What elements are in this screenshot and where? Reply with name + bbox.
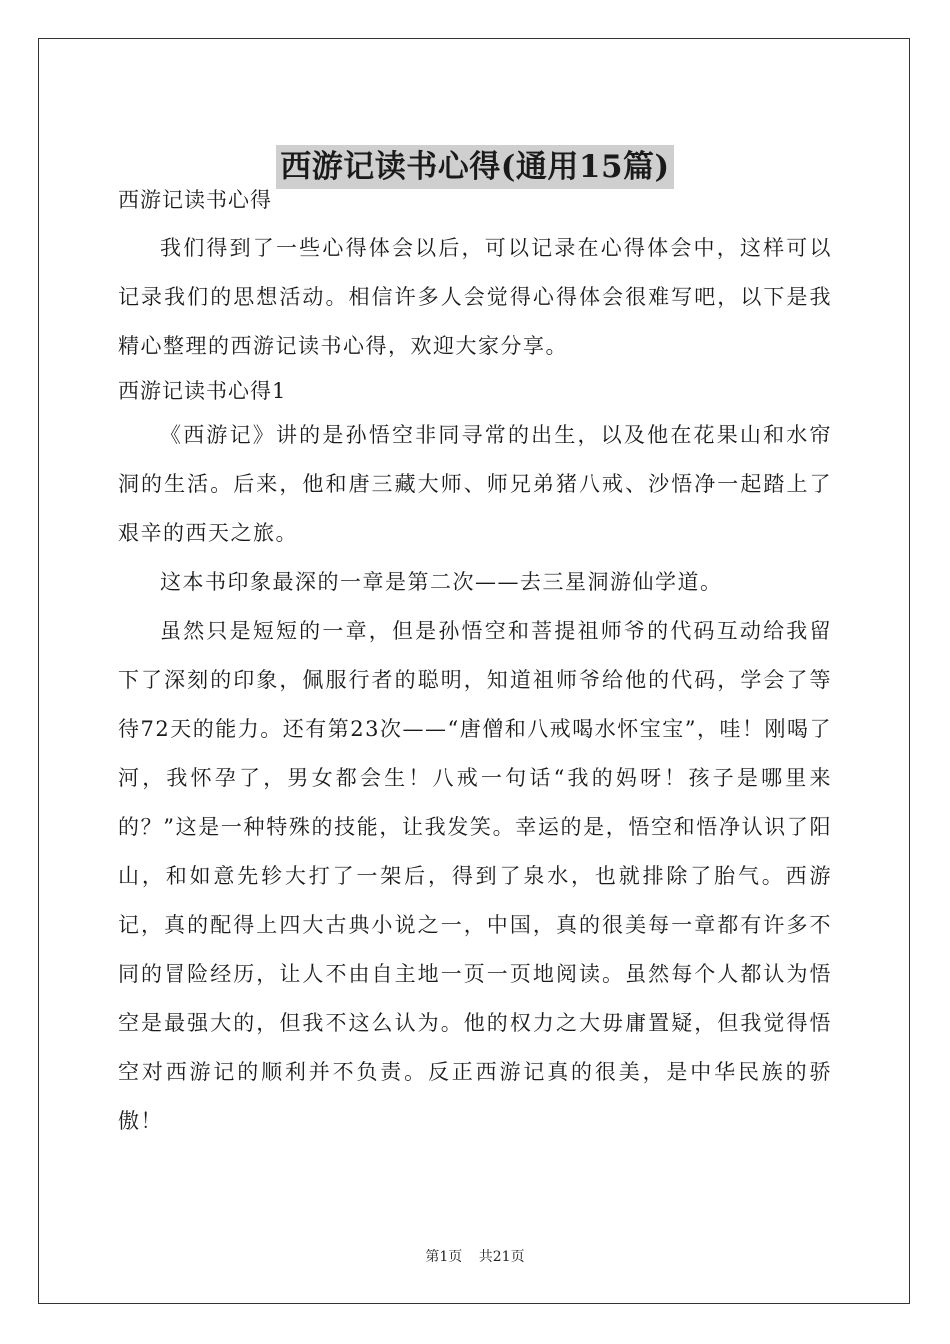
intro-heading: 西游记读书心得 [118,188,272,212]
page-number: 第1页 [425,1249,463,1265]
document-body [118,180,832,1146]
page-total: 共21页 [478,1249,525,1265]
body-paragraph-3: 虽然只是短短的一章，但是孙悟空和菩提祖师爷的代码互动给我留下了深刻的印象，佩服行者的聪明，知道祖师爷给他的代码，学会了等待72天的能力。还有第23次——“唐僧和八戒喝水怀宝宝”，哇！刚喝了河，我怀孕了，男女都会生！八戒一句话“我的妈呀！孩子是哪里来的？”这是一种特殊的技能，让我发笑。幸运的是，悟空和悟净认识了阳山，和如意先轸大打了一架后，得到了泉水，也就排除了胎气。西游记，真的配得上四大古典小说之一，中国，真的很美每一章都有许多不同的冒险经历，让人不由自主地一页一页地阅读。虽然每个人都认为悟空是最强大的，但我不这么认为。他的权力之大毋庸置疑，但我觉得悟空对西游记的顺利并不负责。反正西游记真的很美，是中华民族的骄傲！ [118,619,832,1133]
intro-paragraph: 我们得到了一些心得体会以后，可以记录在心得体会中，这样可以记录我们的思想活动。相信许多人会觉得心得体会很难写吧，以下是我精心整理的西游记读书心得，欢迎大家分享。 [118,236,832,358]
page-footer [0,1246,950,1266]
section-heading: 西游记读书心得1 [118,379,287,403]
body-paragraph-2: 这本书印象最深的一章是第二次——去三星洞游仙学道。 [160,570,723,594]
document-title: 西游记读书心得(通用15篇) [276,145,673,189]
body-paragraph-1: 《西游记》讲的是孙悟空非同寻常的出生，以及他在花果山和水帘洞的生活。后来，他和唐三藏大师、师兄弟猪八戒、沙悟净一起踏上了艰辛的西天之旅。 [118,423,832,545]
